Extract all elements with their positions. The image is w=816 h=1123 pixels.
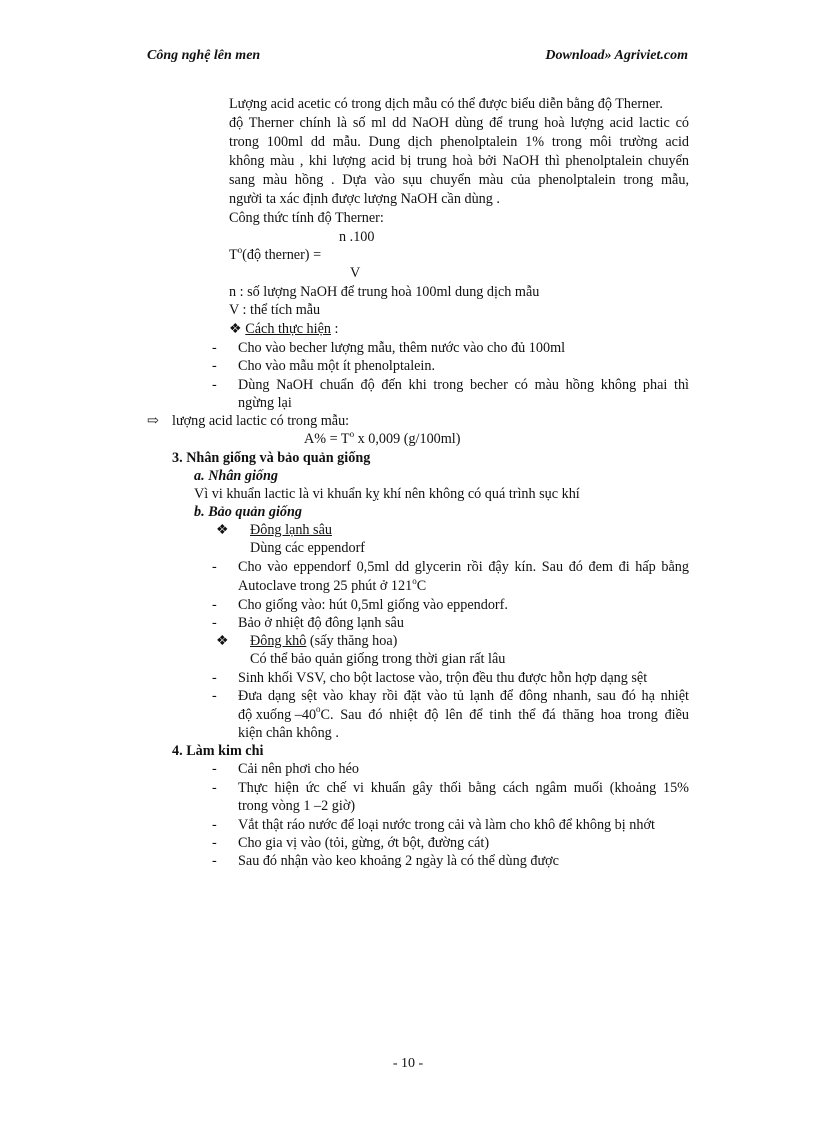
freeze-dry-step: Sinh khối VSV, cho bột lactose vào, trộn đều thu được hỗn hợp dạng sệt [238, 670, 648, 686]
kimchi-step: Vắt thật ráo nước để loại nước trong cải và làm cho khô để không bị nhớt [238, 817, 655, 833]
method-step: ngừng lại [238, 395, 292, 411]
section-3-heading: 3. Nhân giống và bảo quản giống [172, 450, 371, 466]
diamond-bullet-icon: ❖ [216, 522, 229, 538]
page-number: - 10 - [392, 1056, 424, 1071]
arrow-right-icon: ⇨ [147, 413, 159, 429]
deep-freeze-heading: Đông lạnh sâu [250, 522, 332, 538]
dash-marker: - [212, 615, 217, 631]
method-step: Cho vào becher lượng mẫu, thêm nước vào cho đủ 100ml [238, 340, 566, 356]
kimchi-step: trong vòng 1 –2 giờ) [238, 798, 356, 814]
kimchi-step: Cải nên phơi cho héo [238, 761, 359, 777]
kimchi-step: Thực hiện ức chế vi khuẩn gây thối bằng cách ngâm muối (khoảng 15% [238, 780, 689, 796]
freeze-dry-step: kiện chân không . [238, 725, 339, 741]
para-line: không màu , khi lượng acid bị trung hoà bởi NaOH thì phenolptalein chuyển [229, 153, 689, 169]
formula-numerator: n .100 [339, 229, 375, 245]
header-title: Công nghệ lên men [147, 48, 261, 63]
subsection-b-heading: b. Bảo quản giống [194, 504, 303, 520]
para-line: trong 100ml dd mẫu. Dung dịch phenolptalein 1% trong môi trường acid [229, 134, 689, 150]
freeze-dry-note: Có thể bảo quản giống trong thời gian rất lâu [250, 651, 506, 667]
dash-marker: - [212, 835, 217, 851]
diamond-bullet-icon: ❖ [229, 321, 242, 337]
freeze-dry-step: độ xuống –40 o C. Sau đó nhiệt độ lên để tinh thể đá thăng hoa trong điều [238, 704, 689, 723]
method-heading: ❖ Cách thực hiện : [229, 321, 339, 337]
dash-marker: - [212, 817, 217, 833]
method-step: Dùng NaOH chuẩn độ đến khi trong becher có màu hồng không phai thì [238, 377, 689, 393]
formula-denominator: V [350, 265, 361, 281]
para-line: người ta xác định được lượng NaOH cần dùng . [229, 191, 500, 207]
dash-marker: - [212, 688, 217, 704]
diamond-bullet-icon: ❖ [216, 633, 229, 649]
deep-freeze-note: Dùng các eppendorf [250, 540, 366, 556]
dash-marker: - [212, 559, 217, 575]
formula-lhs: $T^o(độ$ therner) = [229, 245, 322, 263]
freeze-dry-heading: Đông khô (sấy thăng hoa) [250, 633, 398, 649]
definition-n: n : số lượng NaOH để trung hoà 100ml dung dịch mẫu [229, 284, 540, 300]
dash-marker: - [212, 780, 217, 796]
deep-freeze-step: Cho giống vào: hút 0,5ml giống vào eppendorf. [238, 597, 508, 613]
deep-freeze-step: Cho vào eppendorf 0,5ml dd glycerin rồi đậy kín. Sau đó đem đi hấp bằng [238, 559, 689, 575]
freeze-dry-step: Đưa dạng sệt vào khay rồi đặt vào tủ lạnh để đông nhanh, sau đó hạ nhiệt [238, 688, 689, 704]
method-step: Cho vào mẫu một ít phenolptalein. [238, 358, 436, 374]
kimchi-step: Sau đó nhận vào keo khoảng 2 ngày là có thể dùng được [238, 853, 559, 869]
dash-marker: - [212, 377, 217, 393]
section-4-heading: 4. Làm kim chi [172, 743, 264, 759]
result-formula: $A\% = T^o$ x 0,009 (g/100ml) [304, 429, 461, 447]
kimchi-step: Cho gia vị vào (tỏi, gừng, ớt bột, đường cát) [238, 835, 490, 851]
dash-marker: - [212, 761, 217, 777]
header-source: Download» Agriviet.com [545, 48, 688, 63]
para-line: độ Therner chính là số ml dd NaOH dùng để trung hoà lượng acid lactic có [229, 115, 689, 131]
deep-freeze-step: Autoclave trong 25 phút ở 121$^o$C [238, 576, 427, 594]
subsection-a-heading: a. Nhân giống [194, 468, 278, 484]
dash-marker: - [212, 670, 217, 686]
dash-marker: - [212, 853, 217, 869]
dash-marker: - [212, 597, 217, 613]
result-text: lượng acid lactic có trong mẫu: [172, 413, 350, 429]
deep-freeze-step: Bảo ở nhiệt độ đông lạnh sâu [238, 615, 404, 631]
definition-v: V : thể tích mẫu [229, 302, 321, 318]
para-line: Lượng acid acetic có trong dịch mẫu có thể được biểu diễn bằng độ Therner. [229, 96, 663, 112]
para-line: sang màu hồng . Dựa vào sụu chuyển màu của phenolptalein trong mẫu, [229, 172, 689, 188]
dash-marker: - [212, 358, 217, 374]
formula-intro: Công thức tính độ Therner: [229, 210, 384, 226]
subsection-a-text: Vì vi khuẩn lactic là vi khuẩn kỵ khí nên không có quá trình sục khí [194, 486, 580, 502]
dash-marker: - [212, 340, 217, 356]
